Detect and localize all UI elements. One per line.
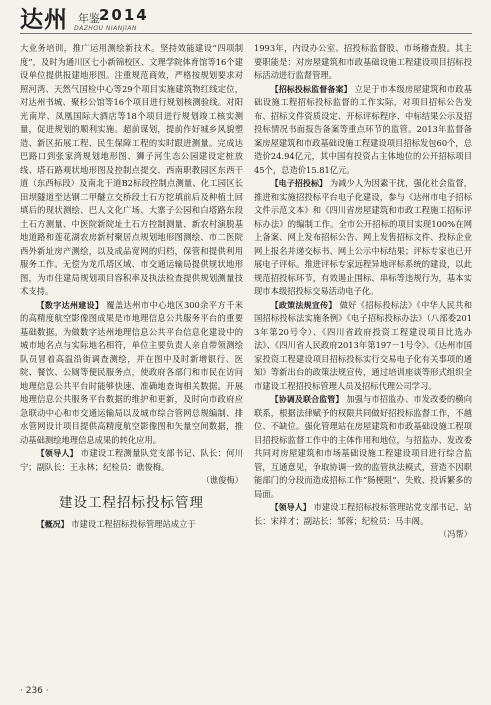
section-heading: 建设工程招标投标管理 (59, 494, 204, 511)
yearbook-subtitle: DAZHOU NIANJIAN (74, 25, 137, 32)
section-tag-coordination: 【协调及联合监管】 (270, 395, 344, 404)
paragraph-leaders-bidding (254, 501, 472, 528)
paragraph-leaders-survey (20, 447, 243, 474)
paragraph-digital-dazhou (20, 299, 243, 448)
paragraph-overview-continued: 1993年，内设办公室、招投标监督股、市场稽查股。其主要职能是：对房屋建筑和市政基础设施工程建设项目招标投标活动进行监督管理。 (254, 43, 472, 80)
text-policy: 做好《招标投标法》《中华人民共和国招标投标法实施条例》《电子招标投标办法》（八部委2013年第20号令）、《四川省政府投资工程建设项目比选办法》、《四川省人民政府2013年第197－1号令》、《达州市国家投资工程建设项目招标投标实行交易电子化有关事项的通知》等新出台的政策法规宣传，通过培训座谈等形式组织全市建设工程招投标管理人员及招标代理公司学习。 (254, 299, 473, 391)
text-overview: 市建设工程招标投标管理站成立于 (71, 519, 196, 529)
paragraph-survey-continued: 大业务培训，推广运用测绘新技术。坚持效能建设“四项制度”，及时为通川区七小新锦校区、文理学院体育馆等16个建设单位提供报建地形图。注重规范商效，严格按规划要求对照河湾、天然气国检中心等29个项目实施建筑物红线定位，对达州书城、聚杉公馆等16个项目进行规划核测验线。对阳光南岸、凤凰国际大酒店等18个项目进行规划竣工核实测量，促进规划的顺利实施。超前谋划，提前作好城乡风貌塑造、新区拓展工程、民生保障工程的实时跟进测量。完成达巴路口到张家湾规划地形图、狮子河生态公园建设定桩放线、塔石路观状地形图及控制点提交、西南职教园区东西干道（东西标段）及南北干道B2标段控制点测量、化工园区长田坝隧道至达钢二甲醚立交桥段土石方挖填前后及种植土回填后的现状测绘、巴人文化广场、大寨子公园和白塔路东段土石方测量、中医院新院址土石方控制测量、新农村演脱基地道路和莲花湖农房新村聚居点规划地形图测绘、市二医院西外新址房产测绘，以及成品宽网的归档，保管和提供利用服务工作。无偿为龙爪塔区域、市交通运输局提供规状地形图，为市住建局规划项目容积率及执法检查提供规划测量技术支持。 (20, 43, 243, 296)
text-e-bidding: 为减少人为因素干扰，强化社会监督，推进和实施招投标平台电子化建设，参与《达州市电子招标文件示范文本》和《四川省房屋建筑和市政工程施工招标评标办法》的编制工作。全市公开招标的项目实现100%在网上备案、网上发布招标公告、网上发售招标文件、投标企业网上报名并递交标书、网上公示中标结果；评标专家也已开展电子评标。推进评标专家远程异地评标系统的建设，以此规范招投标环节，有效遏止围标、串标等违规行为，基本实现市本级招投标交易活动电子化。 (254, 178, 472, 296)
paragraph-coordination (254, 393, 472, 501)
section-tag-leaders-bidding: 【领导人】 (270, 503, 311, 512)
text-coordination: 加强与市招监办、市发改委的横向联系，根据法律赋予的权限共同做好招投标监督工作，不越位、不缺位。强化管理站在房屋建筑和市政基础设施工程项目招投标监督工作中的主体作用和地位，与招监办、发改委共同对房屋建筑和市场基础设施工程建设项目进行综合监管，互通意见，争取协调一致的监管执法模式，营造不因职能部门的分段而造成招标工作“肠梗阻”、失败、投诉繁多的局面。 (254, 394, 472, 499)
yearbook-year: 2014 (99, 6, 149, 24)
section-tag-policy: 【政策法规宣传】 (270, 300, 337, 310)
yearbook-title: 达州 (20, 6, 68, 33)
page-number: · 236 · (20, 686, 49, 696)
paragraph-policy (254, 299, 472, 394)
paragraph-bid-supervision (254, 83, 472, 178)
text-leaders-bidding: 市建设工程招标投标管理站党支部书记、站长：宋祥才；副站长：邹蓉；纪检员：马丰阁。 (254, 502, 472, 526)
running-header (0, 0, 491, 34)
section-tag-leaders: 【领导人】 (36, 449, 78, 458)
yearbook-label: 年鉴 (78, 12, 100, 25)
right-column (254, 42, 472, 682)
author-signature: （冯帮） (438, 529, 472, 539)
section-tag-digital-dazhou: 【数字达州建设】 (36, 300, 104, 310)
text-digital-dazhou: 覆盖达州市中心地区300余平方千米的高精度航空影像图成果是市地理信息公共服务平台的重要基础数据。为做数字达州地理信息公共平台信息化建设中的城市地名点与实际地名相符，单位主要负责人亲自带领测绘队员冒着高温沿街调查测绘，并在图中及时新增银行、医院、餐饮、公厕等便民服务点，使政府各部门和市民在访问地理信息公共平台时能够快速、准确地查询相关数据。开展地理信息公共服务平台数据的维护和更新，及时向市政府应急联动中心和市交通运输局以及城市综合管网总规编制、排水管网设计项目提供高精度航空影像图和矢量空间数据，推动基础测绘地理信息成果的转化应用。 (20, 299, 244, 445)
section-tag-bid-supervision: 【招标投标监督备案】 (270, 84, 352, 94)
section-tag-e-bidding: 【电子招投标】 (270, 179, 328, 188)
paragraph-e-bidding (254, 177, 472, 299)
section-tag-overview: 【概况】 (36, 520, 69, 529)
left-column (20, 42, 243, 682)
text-bid-supervision: 立足于市本级房屋建筑和市政基础设施工程招标投标监督的工作实际，对项目招标公告发布、招标文件资质设定、开标评标程序、中标结果公示及招投标情况书面报告备案等重点环节的监管。2013年监督备案房屋建筑和市政基础设施工程建设项目招标发包60个，总造价24.94亿元，其中国有投资占主体地位的公开招标项目45个，总造价15.81亿元。 (254, 83, 473, 175)
header-divider (20, 33, 472, 34)
paragraph-overview (20, 518, 243, 532)
text-leaders-survey: 市建设工程测量队党支部书记、队长：何川宁；副队长：王永林；纪检员：谯俊梅。 (20, 448, 244, 472)
author-signature: （谯俊梅） (201, 475, 243, 485)
